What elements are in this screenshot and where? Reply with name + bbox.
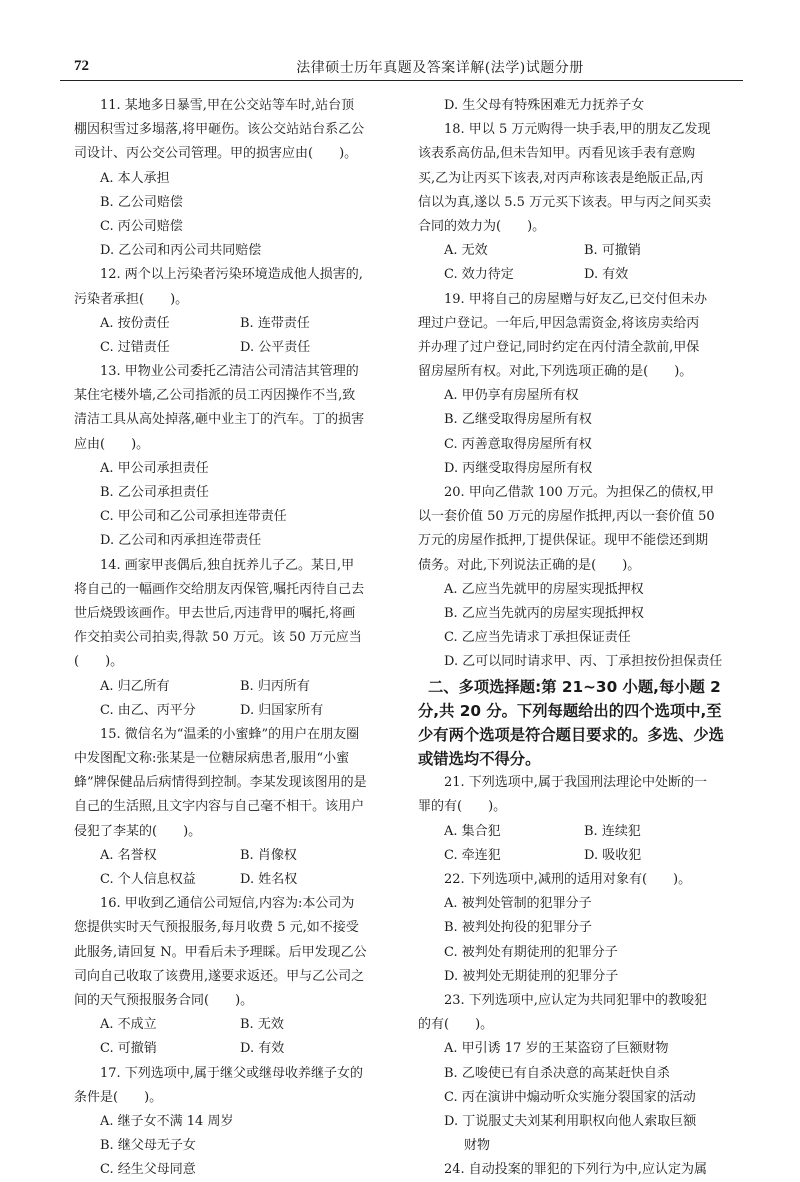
- option-line: C. 甲公司和乙公司承担连带责任: [100, 509, 287, 525]
- option-label: B. 可撤销: [584, 243, 641, 259]
- option-line: A. 乙应当先就甲的房屋实现抵押权: [444, 581, 644, 597]
- text-line: ( )。: [74, 654, 124, 670]
- running-title: 法律硕士历年真题及答案详解(法学)试题分册: [296, 60, 584, 76]
- option-line: B. 乙公司赔偿: [100, 194, 183, 210]
- question-start-line: 20. 甲向乙借款 100 万元。为担保乙的债权,甲: [444, 485, 715, 500]
- option-label: A. 按份责任: [100, 315, 170, 331]
- question-start-line: 23. 下列选项中,应认定为共同犯罪中的教唆犯: [444, 992, 707, 1008]
- question-start-line: 18. 甲以 5 万元购得一块手表,甲的朋友乙发现: [444, 122, 711, 138]
- option-line: D. 丁说服丈夫刘某利用职权向他人索取巨额: [444, 1113, 697, 1129]
- option-pair: [418, 844, 748, 868]
- question-start-line: 22. 下列选项中,减刑的适用对象有( )。: [444, 872, 692, 887]
- text-line: 世后烧毁该画作。甲去世后,丙违背甲的嘱托,将画: [74, 605, 356, 621]
- option-label: C. 个人信息权益: [100, 872, 196, 887]
- text-line: 您提供实时天气预报服务,每月收费 5 元,如不接受: [74, 920, 359, 936]
- text-line: 此服务,请回复 N。甲看后未予理睬。后甲发现乙公: [74, 944, 367, 960]
- text-line: 万元的房屋作抵押,丁提供保证。现甲不能偿还到期: [418, 533, 709, 549]
- option-label: D. 吸收犯: [584, 847, 642, 863]
- option-line: D. 丙继受取得房屋所有权: [444, 460, 593, 476]
- option-pair: [74, 868, 404, 892]
- option-line: C. 丙善意取得房屋所有权: [444, 436, 592, 452]
- text-line: 罪的有( )。: [418, 799, 507, 815]
- option-label: C. 效力待定: [444, 267, 514, 283]
- text-line: 财物: [464, 1138, 491, 1154]
- option-line: A. 被判处管制的犯罪分子: [444, 896, 592, 912]
- option-label: C. 牵连犯: [444, 847, 501, 863]
- text-line: 蜂”牌保健品后病情得到控制。李某发现该图用的是: [74, 775, 367, 791]
- option-line: B. 乙公司承担责任: [100, 485, 209, 500]
- option-line: A. 甲公司承担责任: [100, 460, 209, 476]
- option-label: B. 肖像权: [240, 847, 297, 863]
- text-line: 合同的效力为( )。: [418, 218, 546, 234]
- option-label: D. 姓名权: [240, 872, 298, 887]
- text-line: 条件是( )。: [74, 1089, 163, 1105]
- option-line: B. 继父母无子女: [100, 1138, 196, 1154]
- right-column: [418, 94, 748, 1182]
- option-line: A. 继子女不满 14 周岁: [100, 1113, 234, 1129]
- question-start-line: 24. 自动投案的罪犯的下列行为中,应认定为属: [444, 1162, 707, 1178]
- option-pair: [418, 263, 748, 287]
- option-label: A. 不成立: [100, 1017, 157, 1033]
- option-pair: [74, 336, 404, 360]
- option-label: A. 名誉权: [100, 847, 157, 863]
- text-line: 将自己的一幅画作交给朋友丙保管,嘱托丙待自己去: [74, 581, 365, 597]
- option-label: D. 归国家所有: [240, 702, 324, 718]
- option-pair: [74, 844, 404, 868]
- option-label: B. 无效: [240, 1017, 284, 1033]
- left-column: [74, 94, 404, 1182]
- page-number: 72: [74, 58, 89, 74]
- option-pair: [74, 1037, 404, 1061]
- option-line: C. 丙公司赔偿: [100, 218, 183, 234]
- section-heading-line: 分,共 20 分。下列每题给出的四个选项中,至: [418, 701, 722, 720]
- text-line: 清洁工具从高处掉落,砸中业主丁的汽车。丁的损害: [74, 412, 365, 428]
- option-line: A. 甲引诱 17 岁的王某盗窃了巨额财物: [444, 1041, 669, 1057]
- section-heading-line: 少有两个选项是符合题目要求的。多选、少选: [418, 725, 724, 744]
- option-label: D. 公平责任: [240, 339, 311, 355]
- text-line: 间的天气预报服务合同( )。: [74, 992, 254, 1008]
- option-line: B. 乙唆使已有自杀决意的高某赶快自杀: [444, 1065, 670, 1081]
- section-heading-line: 二、多项选择题:第 21~30 小题,每小题 2: [428, 677, 721, 696]
- question-start-line: 15. 微信名为“温柔的小蜜蜂”的用户在朋友圈: [100, 726, 360, 742]
- option-label: B. 连续犯: [584, 823, 641, 839]
- option-pair: [74, 675, 404, 699]
- text-line: 该表系高仿品,但未告知甲。丙看见该手表有意购: [418, 146, 696, 162]
- option-pair: [74, 699, 404, 723]
- option-line: B. 乙应当先就丙的房屋实现抵押权: [444, 605, 644, 621]
- option-label: A. 归乙所有: [100, 678, 170, 694]
- text-line: 自己的生活照,且文字内容与自己毫不相干。该用户: [74, 799, 365, 815]
- option-line: C. 被判处有期徒刑的犯罪分子: [444, 944, 618, 960]
- question-start-line: 21. 下列选项中,属于我国刑法理论中处断的一: [444, 775, 707, 791]
- text-line: 留房屋所有权。对此,下列选项正确的是( )。: [418, 364, 693, 380]
- option-line: C. 乙应当先请求丁承担保证责任: [444, 630, 631, 646]
- text-line: 污染者承担( )。: [74, 291, 189, 307]
- text-line: 司向自己收取了该费用,遂要求返还。甲与乙公司之: [74, 968, 365, 984]
- text-line: 棚因积雪过多塌落,将甲砸伤。该公交站站台系乙公: [74, 122, 365, 138]
- option-line: D. 生父母有特殊困难无力抚养子女: [444, 98, 645, 113]
- text-line: 某住宅楼外墙,乙公司指派的员工丙因操作不当,致: [74, 388, 356, 404]
- question-start-line: 11. 某地多日暴雪,甲在公交站等车时,站台顶: [100, 98, 355, 113]
- text-line: 的有( )。: [418, 1017, 494, 1033]
- option-line: D. 乙公司和丙承担连带责任: [100, 533, 262, 549]
- option-line: B. 被判处拘役的犯罪分子: [444, 920, 592, 936]
- option-line: A. 本人承担: [100, 170, 170, 186]
- option-line: B. 乙继受取得房屋所有权: [444, 412, 592, 428]
- text-line: 买,乙为让丙买下该表,对丙声称该表是绝版正品,丙: [418, 170, 704, 186]
- text-line: 作交拍卖公司拍卖,得款 50 万元。该 50 万元应当: [74, 630, 362, 646]
- option-label: D. 有效: [584, 267, 629, 283]
- option-line: D. 乙可以同时请求甲、丙、丁承担按份担保责任: [444, 654, 723, 670]
- option-line: D. 被判处无期徒刑的犯罪分子: [444, 968, 619, 984]
- question-start-line: 14. 画家甲丧偶后,独自抚养儿子乙。某日,甲: [100, 557, 355, 573]
- option-line: D. 乙公司和丙公司共同赔偿: [100, 243, 262, 259]
- option-line: A. 甲仍享有房屋所有权: [444, 388, 579, 404]
- option-label: B. 连带责任: [240, 315, 310, 331]
- option-label: D. 有效: [240, 1041, 285, 1057]
- page-header: [60, 50, 743, 81]
- question-start-line: 19. 甲将自己的房屋赠与好友乙,已交付但未办: [444, 291, 707, 307]
- option-label: C. 可撤销: [100, 1041, 157, 1057]
- question-start-line: 13. 甲物业公司委托乙清洁公司清洁其管理的: [100, 364, 359, 380]
- option-pair: [74, 1013, 404, 1037]
- text-line: 司设计、丙公交公司管理。甲的损害应由( )。: [74, 146, 358, 162]
- option-label: C. 过错责任: [100, 339, 170, 355]
- option-pair: [418, 239, 748, 263]
- question-start-line: 16. 甲收到乙通信公司短信,内容为:本公司为: [100, 896, 355, 912]
- question-start-line: 17. 下列选项中,属于继父或继母收养继子女的: [100, 1065, 363, 1081]
- text-line: 信以为真,遂以 5.5 万元买下该表。甲与丙之间买卖: [418, 194, 712, 210]
- text-line: 应由( )。: [74, 436, 150, 452]
- question-start-line: 12. 两个以上污染者污染环境造成他人损害的,: [100, 267, 363, 283]
- option-line: C. 丙在演讲中煽动听众实施分裂国家的活动: [444, 1089, 696, 1105]
- option-label: A. 无效: [444, 243, 488, 259]
- option-line: C. 经生父母同意: [100, 1162, 196, 1178]
- section-heading-line: 或错选均不得分。: [418, 750, 541, 769]
- text-line: 以一套价值 50 万元的房屋作抵押,丙以一套价值 50: [418, 509, 715, 525]
- text-line: 中发图配文称:张某是一位糖尿病患者,服用“小蜜: [74, 751, 350, 767]
- text-line: 理过户登记。一年后,甲因急需资金,将该房卖给丙: [418, 315, 700, 331]
- option-label: A. 集合犯: [444, 823, 501, 839]
- text-line: 并办理了过户登记,同时约定在丙付清全款前,甲保: [418, 339, 700, 355]
- option-pair: [74, 312, 404, 336]
- option-label: C. 由乙、丙平分: [100, 702, 196, 718]
- text-line: 侵犯了李某的( )。: [74, 823, 202, 839]
- option-label: B. 归丙所有: [240, 678, 310, 694]
- text-line: 债务。对此,下列说法正确的是( )。: [418, 557, 641, 573]
- option-pair: [418, 820, 748, 844]
